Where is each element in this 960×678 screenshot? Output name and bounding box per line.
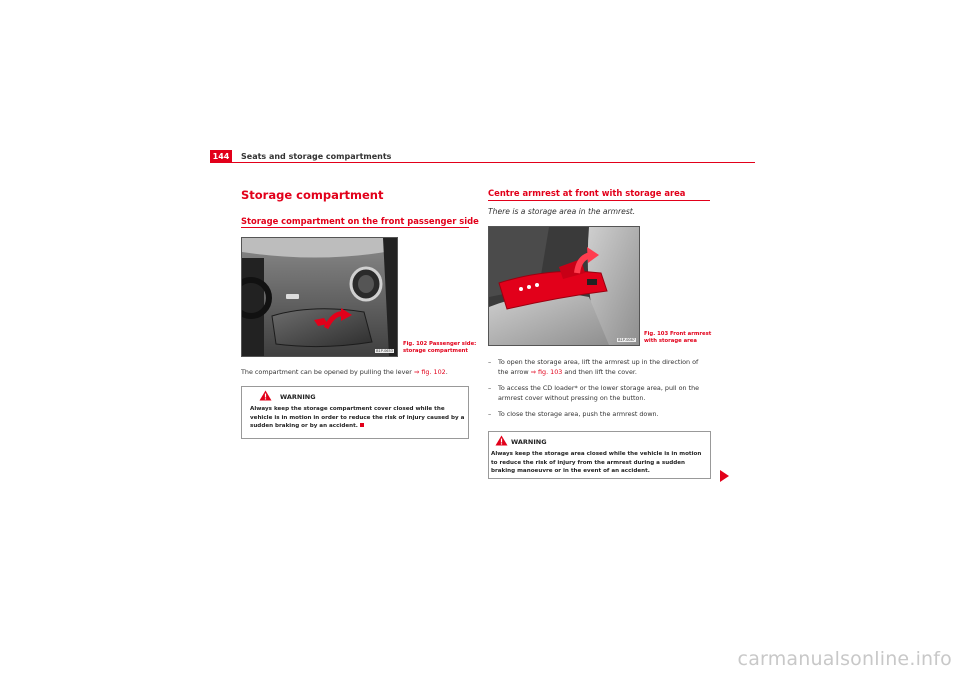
warning-heading: WARNING xyxy=(511,438,547,446)
step-item xyxy=(488,357,710,379)
warning-text: Always keep the storage area closed while the vehicle is in motion to reduce the risk of injury from the armrest during a sudden braking manoeuvre or in the event of an accident. xyxy=(491,451,702,474)
warning-heading: WARNING xyxy=(280,393,316,401)
warning-triangle-icon xyxy=(495,435,508,446)
subsection-rule-right xyxy=(488,200,710,201)
subsection-rule-left xyxy=(241,227,469,228)
step-text: To access the CD loader* or the lower storage area, pull on the armrest cover without pressing on the button. xyxy=(498,384,700,402)
warning-message: Always keep the storage compartment cover closed while the vehicle is in motion in order to reduce the risk of injury caused by a sudden braking or by an accident. xyxy=(250,406,465,429)
page-number: 144 xyxy=(210,150,232,163)
step-text-part: and then lift the cover. xyxy=(562,368,637,376)
end-marker-icon xyxy=(360,423,364,427)
figure-102-code: B1P-0653 xyxy=(376,349,393,353)
figure-103-code: B1P-0087 xyxy=(618,338,635,342)
warning-box-right xyxy=(488,431,711,479)
watermark: carmanualsonline.info xyxy=(737,648,952,670)
step-text-part: To open the storage area, lift the armrest up in the direction of the arrow xyxy=(498,358,699,376)
section-title: Storage compartment xyxy=(241,188,384,202)
step-dash: – xyxy=(488,410,492,418)
step-text xyxy=(498,357,710,377)
body-text: The compartment can be opened by pulling the lever xyxy=(241,368,414,376)
warning-box-left xyxy=(241,386,469,439)
figure-link[interactable]: ⇒ fig. 103 xyxy=(530,368,563,376)
subsection-title-left: Storage compartment on the front passenger side xyxy=(241,216,479,226)
figure-102-caption xyxy=(403,341,476,355)
caption-line: Fig. 103 Front armrest xyxy=(644,331,712,337)
armrest-illustration xyxy=(489,227,639,345)
running-header: Seats and storage compartments xyxy=(241,152,392,161)
subsection-title-right: Centre armrest at front with storage area xyxy=(488,188,686,198)
caption-line: Fig. 102 Passenger side: xyxy=(403,341,477,347)
figure-102-image xyxy=(241,237,398,357)
caption-line: storage compartment xyxy=(403,348,468,354)
step-item xyxy=(488,409,710,421)
next-page-arrow-icon xyxy=(720,470,729,482)
intro-text: There is a storage area in the armrest. xyxy=(488,207,636,216)
dashboard-illustration xyxy=(242,238,397,356)
body-paragraph-left xyxy=(241,367,469,377)
figure-103-image xyxy=(488,226,640,346)
step-text: To close the storage area, push the armrest down. xyxy=(498,410,659,418)
body-text: . xyxy=(445,368,448,376)
warning-triangle-icon xyxy=(259,390,272,401)
header-rule xyxy=(210,162,755,163)
figure-link[interactable]: ⇒ fig. 102 xyxy=(413,368,446,376)
step-dash: – xyxy=(488,358,492,366)
caption-line: with storage area xyxy=(644,338,697,344)
step-dash: – xyxy=(488,384,492,392)
warning-text xyxy=(250,405,465,431)
figure-103-caption xyxy=(644,331,711,345)
step-item xyxy=(488,383,710,405)
